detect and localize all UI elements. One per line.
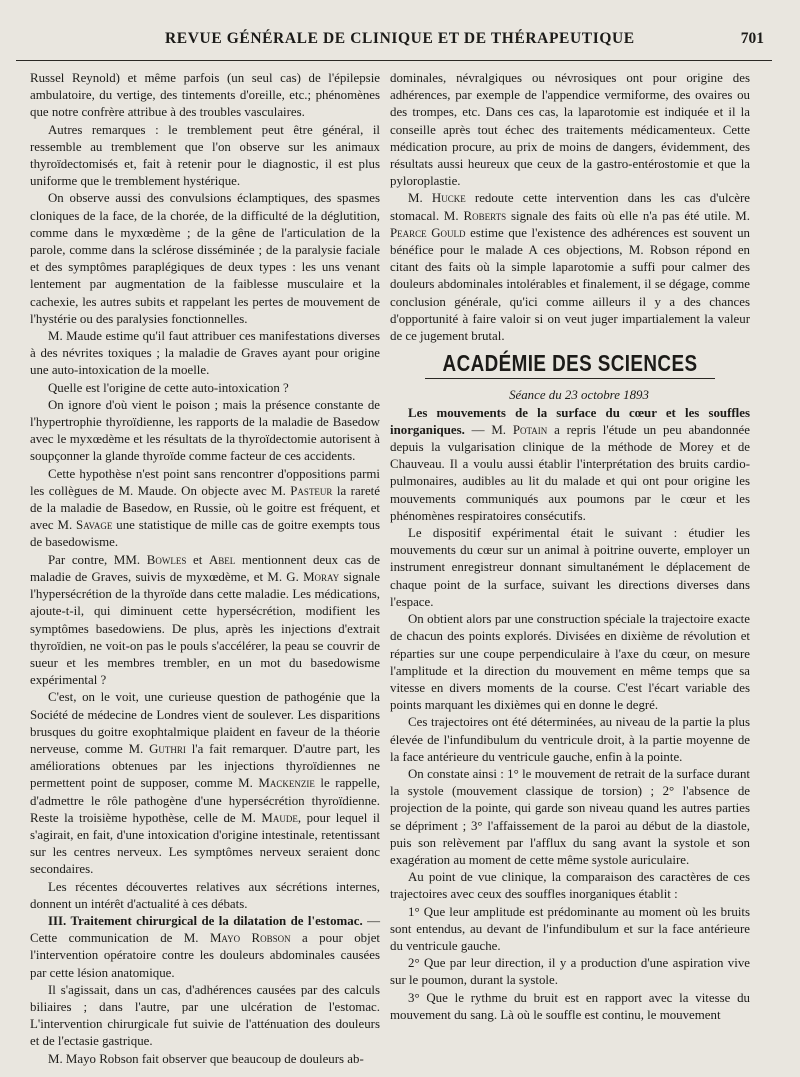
person-name: Mackenzie [258,776,315,791]
session-date [390,387,750,404]
paragraph: Les récentes découvertes relatives aux sécrétions internes, donnent un intérêt d'actualité à ces débats. [30,879,380,911]
page-header [20,26,772,54]
paragraph: dominales, névralgiques ou névrosiques ont pour origine des adhérences, par exemple de l'appendice vermiforme, des ovaires ou des trompes, etc. Dans ces cas, la laparotomie est indiquée et il la conseille après tout échec des traitements médicamenteux. Cette médication procure, au prix de moins de dangers, évidemment, des résultats aussi heureux que ceux de la gastro-entérostomie et que la pyloroplastie. [390,71,750,189]
person-name: Potain [512,422,548,437]
paragraph: On ignore d'où vient le poison ; mais la présence constante de l'hypertrophie thyroïdienne, les rapports de la maladie de Basedow avec le myxœdème et les résultats de la thyroïdectomie autorisent à soupçonner la glande thyroïde comme facteur de ces accidents. [30,397,380,464]
text-run: redoute cette intervention dans les cas d'ulcère stomacal. M. [390,191,750,223]
section-rule [425,378,715,379]
paragraph: 2° Que par leur direction, il y a production d'une aspiration vive sur le poumon, durant la systole. [390,956,750,988]
text-run: et [186,552,209,567]
paragraph: 3° Que le rythme du bruit est en rapport avec la vitesse du mouvement du sang. Là où le souffle est continu, le mouvement [390,990,750,1022]
left-column [30,70,380,1068]
text-run: — M. [464,422,513,437]
session-date-value: 23 octobre 1893 [564,388,649,403]
text-run: a repris l'étude un peu abandonnée depuis la vulgarisation clinique de la méthode de Morey et de Chauveau. Il a voulu aussi établir l'interprétation des bruits cardio-pulmonaires, audibles au lit du malade et qui ont pour origine les mouvements communiqués aux poumons par le cœur et les phénomènes respiratoires consécutifs. [390,422,750,523]
paragraph: On constate ainsi : 1° le mouvement de retrait de la surface durant la systole (mouvement classique de torsion) ; 2° l'absence de projection de la pointe, qui garde son niveau quand les autres parties se dépriment ; 3° l'affaissement de la paroi au début de la diastole, puis son relèvement par l'afflux du sang avant la systole et son exagération au moment de cette même systole auriculaire. [390,766,750,867]
paragraph: Russel Reynold) et même parfois (un seul cas) de l'épilepsie ambulatoire, du vertige, des tintements d'oreille, etc.; phénomènes que notre confrère attribue à des troubles vasculaires. [30,71,380,120]
running-title: REVUE GÉNÉRALE DE CLINIQUE ET DE THÉRAPEUTIQUE [165,30,635,47]
text-run: , pour lequel il s'agirait, en fait, d'une intoxication d'origine intestinale, retentissant sur les centres nerveux. Les symptômes nerveux seraient donc secondaires. [30,810,380,877]
paragraph: M. Maude estime qu'il faut attribuer ces manifestations diverses à des névrites toxiques ; la maladie de Graves ayant pour origine une auto-intoxication de la moelle. [30,329,380,378]
text-run: signale des faits où elle n'a pas été utile. M. [506,208,750,223]
text-run: — Cette communication de M. [30,913,380,946]
text-run: estime que l'existence des adhérences est souvent un bénéfice pour le malade A ces objections, M. Robson répond en citant des faits où la simple laparotomie a suffi pour calmer des douleurs abdominales intolérables et finalement, il se dégage, comme conclusion générale, qu'ici comme ailleurs il y a des chances d'opportunité à faire valoir si on veut juger impartialement la valeur de ce jugement brutal. [390,225,750,344]
text-run: Par contre, MM. [48,552,147,567]
person-name: Savage [76,518,113,533]
paragraph: M. Mayo Robson fait observer que beaucoup de douleurs ab- [48,1051,364,1066]
person-name: Abel [208,552,236,567]
text-run: M. [408,191,432,206]
right-column [390,70,750,1024]
text-run: la rareté de la maladie de Basedow, en Russie, où le goitre est fréquent, et avec M. [30,483,380,533]
person-name: Maude [261,810,298,825]
paragraph: On observe aussi des convulsions éclamptiques, des spasmes cloniques de la face, de la chorée, de la difficulté de la déglutition, comme dans le myxœdème ; de la gêne de l'articulation de la parole, comme dans la sclérose disséminée ; de la paralysie faciale et des symptômes paraplégiques de deux types : les uns venant lentement par augmentation de la faiblesse musculaire et la cachexie, les autres subits et rappelant les pertes de mouvement de l'hystérie ou des paralysies fonctionnelles. [30,191,380,326]
paragraph [30,466,380,552]
text-run: mentionnent deux cas de maladie de Graves, suivis de myxœdème, et M. G. [30,552,381,584]
paragraph: Il s'agissait, dans un cas, d'adhérences causées par des calculs biliaires ; dans l'autre, par une ulcération de l'estomac. L'intervention chirurgicale fut suivie de l'atténuation des douleurs et de l'ectasie gastrique. [30,982,380,1049]
paragraph: Au point de vue clinique, la comparaison des caractères de ces trajectoires avec ceux des souffles inorganiques établit : [390,870,750,902]
text-run: a pour objet l'intervention opératoire contre les douleurs abdominales causées par cette lésion anatomique. [30,931,381,980]
person-name: Mayo Robson [209,931,291,946]
paragraph: On obtient alors par une construction spéciale la trajectoire exacte de chacun des points explorés. Divisées en dixième de révolution et réparties sur une coupe perpendiculaire à l'axe du cœur, on mesure l'amplitude et la direction du mouvement en même temps que sa vitesse en divers moments de la course. C'est l'écart variable des points marquant les dixièmes qui en donne le degré. [390,612,750,713]
text-run: C'est, on le voit, une curieuse question de pathogénie que la Société de médecine de Londres vient de soulever. Les disparitions brusques du goitre exophtalmique plaident en faveur de la théorie nerveuse, comme M. [30,690,380,756]
session-label: Séance du [509,388,562,403]
person-name: Hucke [431,191,466,206]
paragraph [30,913,380,982]
section-heading: III. Traitement chirurgical de la dilatation de l'estomac. [48,913,363,928]
paragraph [30,689,380,878]
person-name: Pearce Gould [390,225,466,240]
page-number: 701 [740,30,764,47]
paragraph: 1° Que leur amplitude est prédominante au moment où les bruits sont entendus, au devant de l'infundibulum et sur la face antérieure du ventricule gauche. [390,904,750,953]
paragraph: Le dispositif expérimental était le suivant : étudier les mouvements du cœur sur un animal à poitrine ouverte, employer un instrument enregistreur donnant simultanément le déplacement de chaque point de la surface, suivant les directions diverses dans l'espace. [390,526,750,609]
paragraph [390,190,750,345]
person-name: Moray [303,569,340,584]
text-run: Cette hypothèse n'est point sans rencontrer d'oppositions parmi les collègues de M. Maude. On objecte avec M. [30,466,380,498]
text-run: signale l'hypersécrétion de la thyroïde dans cette maladie. Les médications, ajoute-t-il, qui diminuent cette hypersécrétion, modifient les symptômes basedowiens. De plus, après les injections d'extrait thyroïdien, ne voit-on pas le pouls s'accélérer, la peau se couvrir de sueur et les membres trembler, en un mot du basedowisme expérimental ? [30,569,380,688]
person-name: Pasteur [290,483,333,498]
paragraph [390,405,750,525]
person-name: Guthri [149,741,186,756]
article-heading: Les mouvements de la surface du cœur et les souffles inorganiques. [390,405,750,437]
paragraph: Ces trajectoires ont été déterminées, au niveau de la partie la plus élevée de l'infundibulum du ventricule droit, à la partie moyenne de la face antérieure du ventricule gauche, enfin à la pointe. [390,715,750,764]
person-name: Roberts [463,208,507,223]
paragraph [30,552,380,690]
section-title: ACADÉMIE DES SCIENCES [442,350,698,377]
header-rule [16,60,772,61]
paragraph: Quelle est l'origine de cette auto-intoxication ? [48,380,289,395]
text-run: une statistique de mille cas de goitre exempts tous de basedowisme. [30,518,380,550]
person-name: Bowles [146,552,187,567]
paragraph: Autres remarques : le tremblement peut être général, il ressemble au tremblement que l'on observe sur les animaux thyroïdectomisés et, fait à retenir pour le diagnostic, il est plus uniforme que le tremblement hystérique. [30,122,380,189]
text-run: le rappelle, d'admettre le rôle pathogène d'une hypersécrétion thyroïdienne. Reste la troisième hypothèse, celle de M. [30,776,381,825]
text-run: l'a fait remarquer. D'autre part, les améliorations obtenues par les injections thyroïdiennes ne permettent point de supposer, comme M. [30,741,381,791]
